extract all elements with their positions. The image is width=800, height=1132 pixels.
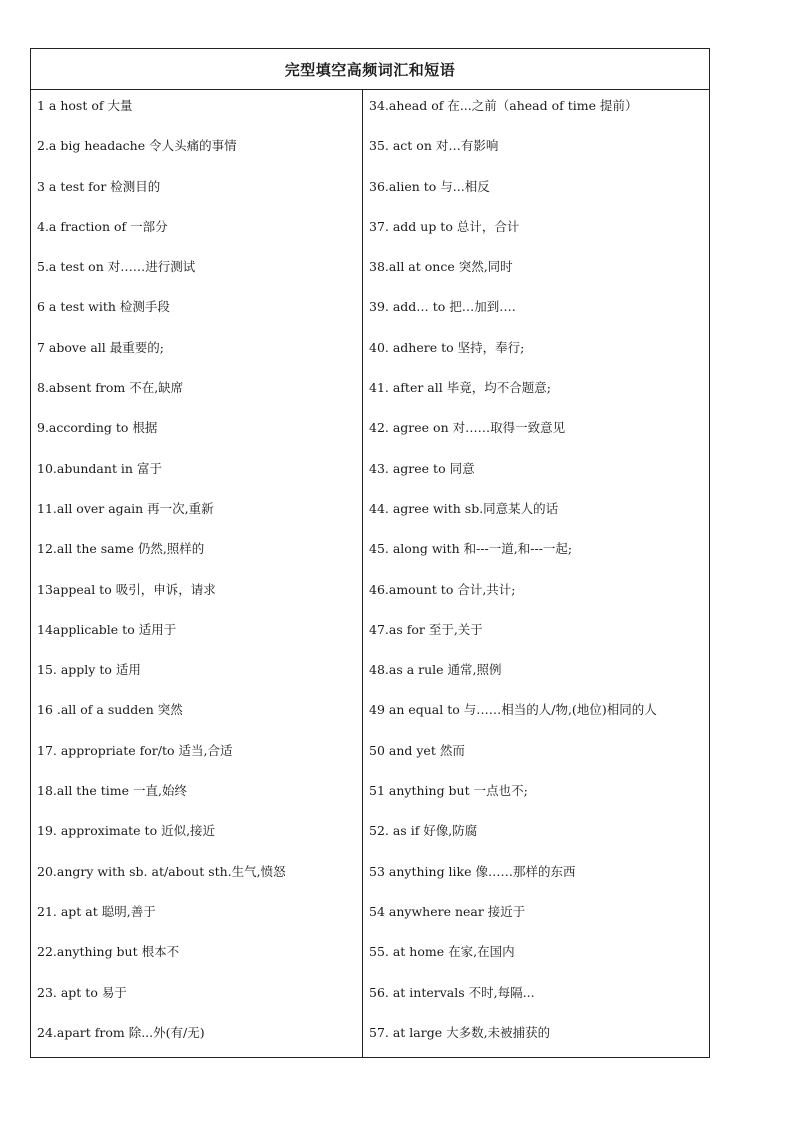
vocab-entry: 8.absent from 不在,缺席 <box>37 380 184 396</box>
vocab-entry: 12.all the same 仍然,照样的 <box>37 541 205 557</box>
vocab-entry: 15. apply to 适用 <box>37 662 141 678</box>
vocab-entry: 22.anything but 根本不 <box>37 944 180 960</box>
vocab-entry: 56. at intervals 不时,每隔... <box>369 984 535 1000</box>
vocab-entry: 55. at home 在家,在国内 <box>369 944 515 960</box>
vocab-entry: 57. at large 大多数,未被捕获的 <box>369 1024 551 1040</box>
vocab-entry: 47.as for 至于,关于 <box>369 621 483 637</box>
vocab-entry: 20.angry with sb. at/about sth.生气,愤怒 <box>37 863 286 879</box>
vocab-entry: 41. after all 毕竟，均不合题意; <box>369 380 551 396</box>
vocab-entry: 14applicable to 适用于 <box>37 621 177 637</box>
table-title: 完型填空高频词汇和短语 <box>31 49 709 90</box>
vocab-entry: 9.according to 根据 <box>37 420 158 436</box>
vocab-entry: 38.all at once 突然,同时 <box>369 259 513 275</box>
vocab-entry: 23. apt to 易于 <box>37 984 127 1000</box>
vocab-entry: 3 a test for 检测目的 <box>37 178 161 194</box>
vocab-entry: 13appeal to 吸引，申诉，请求 <box>37 581 216 597</box>
vocab-entry: 1 a host of 大量 <box>37 98 133 113</box>
vocab-entry: 4.a fraction of 一部分 <box>37 218 168 234</box>
vocab-entry: 11.all over again 再一次,重新 <box>37 500 214 516</box>
vocab-entry: 17. appropriate for/to 适当,合适 <box>37 742 233 758</box>
vocab-entry: 40. adhere to 坚持，奉行; <box>369 339 525 355</box>
vocab-entry: 37. add up to 总计，合计 <box>369 218 520 234</box>
vocab-entry: 53 anything like 像……那样的东西 <box>369 863 576 879</box>
vocab-entry: 42. agree on 对……取得一致意见 <box>369 420 566 436</box>
vocab-entry: 54 anywhere near 接近于 <box>369 903 526 919</box>
vocab-entry: 45. along with 和---一道,和---一起; <box>369 541 573 557</box>
vocab-entry: 6 a test with 检测手段 <box>37 299 170 315</box>
vocab-entry: 18.all the time 一直,始终 <box>37 783 187 799</box>
vocab-entry: 5.a test on 对……进行测试 <box>37 259 196 275</box>
vocab-entry: 48.as a rule 通常,照例 <box>369 662 502 678</box>
vocab-entry: 44. agree with sb.同意某人的话 <box>369 500 559 516</box>
vocab-entry: 52. as if 好像,防腐 <box>369 823 478 839</box>
vocab-entry: 34.ahead of 在...之前（ahead of time 提前） <box>369 98 638 113</box>
vocab-entry: 51 anything but 一点也不; <box>369 783 528 799</box>
vocab-entry: 35. act on 对…有影响 <box>369 138 499 154</box>
vocab-entry: 10.abundant in 富于 <box>37 460 162 476</box>
vocab-entry: 21. apt at 聪明,善于 <box>37 903 156 919</box>
vocab-entry: 24.apart from 除...外(有/无) <box>37 1024 205 1040</box>
right-column <box>363 90 709 1058</box>
vocab-entry: 7 above all 最重要的; <box>37 339 164 355</box>
vocab-entry: 39. add… to 把…加到…. <box>369 299 516 315</box>
vocab-entry: 49 an equal to 与……相当的人/物,(地位)相同的人 <box>369 702 657 718</box>
vocab-entry: 19. approximate to 近似,接近 <box>37 823 216 839</box>
left-column <box>31 90 363 1058</box>
vocab-entry: 2.a big headache 令人头痛的事情 <box>37 138 237 154</box>
vocab-entry: 36.alien to 与...相反 <box>369 178 490 194</box>
vocab-entry: 43. agree to 同意 <box>369 460 475 476</box>
vocab-entry: 46.amount to 合计,共计; <box>369 581 516 597</box>
table-body <box>31 90 709 1058</box>
vocab-entry: 50 and yet 然而 <box>369 742 465 758</box>
vocab-entry: 16 .all of a sudden 突然 <box>37 702 183 718</box>
vocabulary-table <box>30 48 710 1058</box>
